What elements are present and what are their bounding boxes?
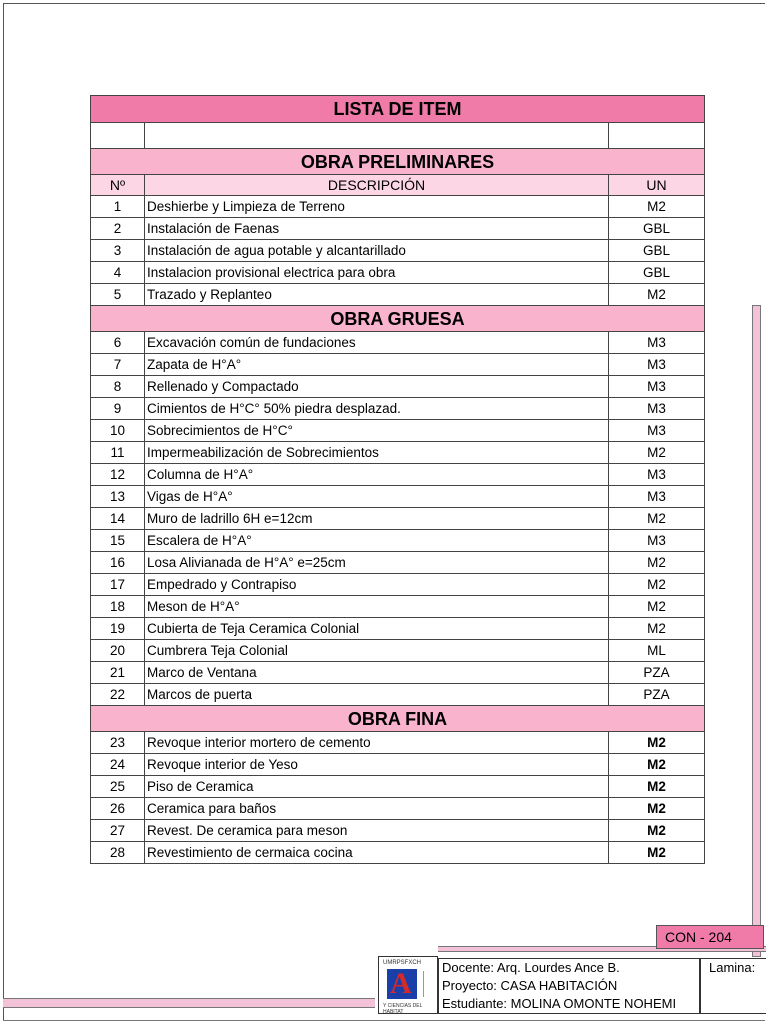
item-description: Cumbrera Teja Colonial [145, 640, 609, 662]
item-unit: M2 [608, 820, 704, 842]
item-list-table [90, 95, 705, 864]
item-description: Marcos de puerta [145, 684, 609, 706]
item-number: 13 [91, 486, 145, 508]
table-row [91, 662, 705, 684]
item-unit: M2 [608, 842, 704, 864]
item-unit: M3 [608, 530, 704, 552]
item-description: Excavación común de fundaciones [145, 332, 609, 354]
table-row [91, 354, 705, 376]
item-description: Cimientos de H°C° 50% piedra desplazad. [145, 398, 609, 420]
item-description: Instalacion provisional electrica para obra [145, 262, 609, 284]
table-row [91, 776, 705, 798]
item-number: 9 [91, 398, 145, 420]
item-number: 27 [91, 820, 145, 842]
item-unit: ML [608, 640, 704, 662]
table-row [91, 732, 705, 754]
item-description: Trazado y Replanteo [145, 284, 609, 306]
item-number: 11 [91, 442, 145, 464]
item-unit: M3 [608, 354, 704, 376]
item-number: 18 [91, 596, 145, 618]
item-unit: M2 [608, 196, 704, 218]
item-unit: GBL [608, 262, 704, 284]
item-description: Impermeabilización de Sobrecimientos [145, 442, 609, 464]
item-number: 15 [91, 530, 145, 552]
item-description: Cubierta de Teja Ceramica Colonial [145, 618, 609, 640]
item-number: 19 [91, 618, 145, 640]
right-decorative-strip [752, 305, 761, 957]
item-number: 7 [91, 354, 145, 376]
page-frame-top [3, 3, 765, 4]
item-description: Losa Alivianada de H°A° e=25cm [145, 552, 609, 574]
item-description: Rellenado y Compactado [145, 376, 609, 398]
lamina-label: Lamina: [709, 960, 756, 975]
table-row [91, 376, 705, 398]
bottom-decorative-strip [3, 998, 375, 1008]
item-unit: M3 [608, 398, 704, 420]
item-description: Columna de H°A° [145, 464, 609, 486]
table-row [91, 508, 705, 530]
logo-caption-bottom: Y CIENCIAS DEL HABITAT [383, 1003, 423, 1015]
item-list-body [91, 96, 705, 864]
item-description: Revoque interior mortero de cemento [145, 732, 609, 754]
item-unit: M3 [608, 376, 704, 398]
table-row [91, 754, 705, 776]
item-number: 10 [91, 420, 145, 442]
item-unit: M3 [608, 486, 704, 508]
column-header-number: Nº [91, 175, 145, 196]
item-number: 5 [91, 284, 145, 306]
table-row [91, 284, 705, 306]
item-number: 2 [91, 218, 145, 240]
item-number: 24 [91, 754, 145, 776]
item-number: 20 [91, 640, 145, 662]
table-row [91, 262, 705, 284]
column-header-unit: UN [608, 175, 704, 196]
item-number: 17 [91, 574, 145, 596]
item-description: Revestimiento de cermaica cocina [145, 842, 609, 864]
item-number: 12 [91, 464, 145, 486]
section-title: OBRA GRUESA [91, 306, 705, 332]
item-description: Revest. De ceramica para meson [145, 820, 609, 842]
page-frame-left [3, 3, 4, 1021]
item-unit: M2 [608, 284, 704, 306]
table-row [91, 486, 705, 508]
table-row [91, 798, 705, 820]
title-block-info [438, 958, 700, 1014]
item-unit: M3 [608, 332, 704, 354]
page-frame-bottom [3, 1020, 765, 1021]
column-header-row [91, 175, 705, 196]
item-description: Deshierbe y Limpieza de Terreno [145, 196, 609, 218]
logo-caption-top: UMRPSFXCH [383, 960, 422, 966]
item-number: 16 [91, 552, 145, 574]
table-row [91, 240, 705, 262]
table-row [91, 398, 705, 420]
item-unit: M2 [608, 732, 704, 754]
blank-row [91, 123, 705, 149]
item-description: Ceramica para baños [145, 798, 609, 820]
table-row [91, 552, 705, 574]
table-row [91, 640, 705, 662]
section-header-row [91, 149, 705, 175]
section-header-row [91, 306, 705, 332]
item-number: 1 [91, 196, 145, 218]
item-unit: PZA [608, 662, 704, 684]
column-header-description: DESCRIPCIÓN [145, 175, 609, 196]
item-unit: GBL [608, 240, 704, 262]
table-row [91, 596, 705, 618]
table-title: LISTA DE ITEM [91, 96, 705, 123]
item-unit: PZA [608, 684, 704, 706]
item-number: 25 [91, 776, 145, 798]
item-description: Marco de Ventana [145, 662, 609, 684]
section-header-row [91, 706, 705, 732]
table-row [91, 464, 705, 486]
sheet-code: CON - 204 [656, 925, 764, 949]
table-row [91, 420, 705, 442]
item-unit: M3 [608, 420, 704, 442]
table-row [91, 684, 705, 706]
item-description: Revoque interior de Yeso [145, 754, 609, 776]
logo-side-mark [423, 971, 434, 997]
item-unit: M3 [608, 464, 704, 486]
section-title: OBRA PRELIMINARES [91, 149, 705, 175]
item-unit: M2 [608, 596, 704, 618]
table-row [91, 332, 705, 354]
item-number: 22 [91, 684, 145, 706]
item-unit: M2 [608, 618, 704, 640]
table-row [91, 820, 705, 842]
table-row [91, 842, 705, 864]
item-unit: M2 [608, 574, 704, 596]
estudiante-line: Estudiante: MOLINA OMONTE NOHEMI [442, 996, 677, 1011]
item-description: Muro de ladrillo 6H e=12cm [145, 508, 609, 530]
item-unit: M2 [608, 776, 704, 798]
docente-line: Docente: Arq. Lourdes Ance B. [442, 960, 620, 975]
item-unit: M2 [608, 508, 704, 530]
blank-cell [145, 123, 609, 149]
item-number: 3 [91, 240, 145, 262]
item-description: Piso de Ceramica [145, 776, 609, 798]
proyecto-line: Proyecto: CASA HABITACIÓN [442, 978, 618, 993]
table-title-row [91, 96, 705, 123]
item-description: Sobrecimientos de H°C° [145, 420, 609, 442]
item-number: 14 [91, 508, 145, 530]
item-unit: M2 [608, 442, 704, 464]
item-description: Meson de H°A° [145, 596, 609, 618]
item-description: Escalera de H°A° [145, 530, 609, 552]
lamina-box [700, 958, 766, 1014]
table-row [91, 442, 705, 464]
university-logo [378, 956, 438, 1014]
item-number: 4 [91, 262, 145, 284]
item-unit: M2 [608, 552, 704, 574]
table-row [91, 218, 705, 240]
item-number: 26 [91, 798, 145, 820]
item-unit: M2 [608, 754, 704, 776]
table-row [91, 530, 705, 552]
item-description: Instalación de Faenas [145, 218, 609, 240]
blank-cell [608, 123, 704, 149]
item-description: Vigas de H°A° [145, 486, 609, 508]
item-description: Zapata de H°A° [145, 354, 609, 376]
table-row [91, 196, 705, 218]
blank-cell [91, 123, 145, 149]
logo-letter-icon: A [390, 967, 412, 1000]
item-description: Empedrado y Contrapiso [145, 574, 609, 596]
item-number: 28 [91, 842, 145, 864]
item-number: 8 [91, 376, 145, 398]
item-unit: GBL [608, 218, 704, 240]
item-unit: M2 [608, 798, 704, 820]
table-row [91, 574, 705, 596]
table-row [91, 618, 705, 640]
item-description: Instalación de agua potable y alcantarillado [145, 240, 609, 262]
item-number: 6 [91, 332, 145, 354]
section-title: OBRA FINA [91, 706, 705, 732]
item-number: 21 [91, 662, 145, 684]
item-number: 23 [91, 732, 145, 754]
